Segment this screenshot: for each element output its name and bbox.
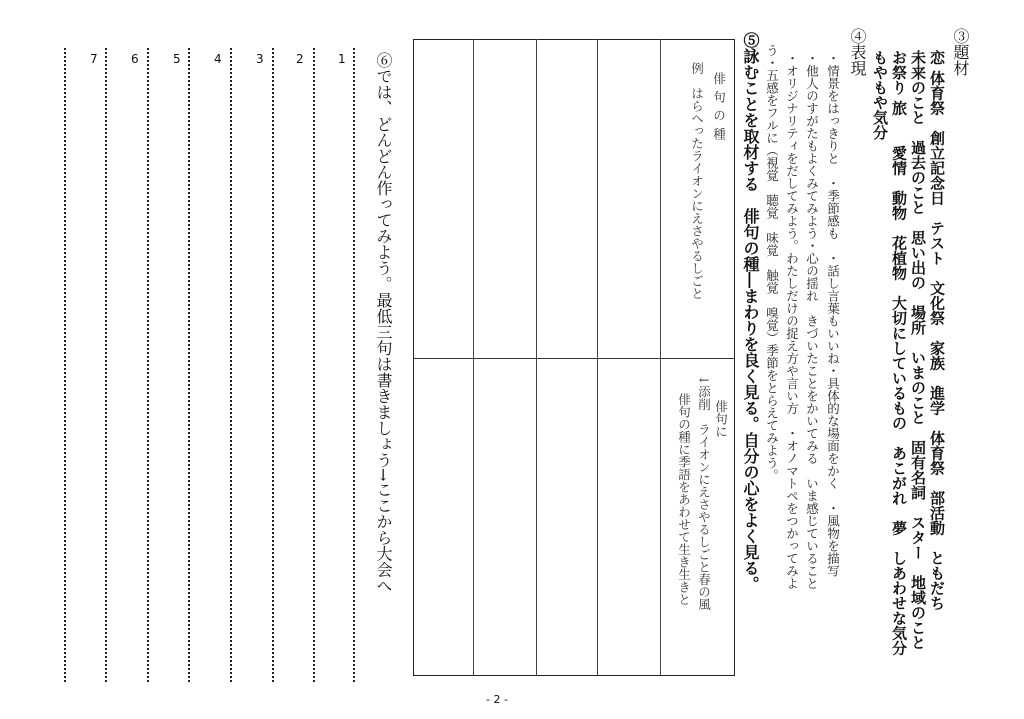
section4-line-3: ・オリジナリティをだしてみよう。わたしだけの捉え方や言い方 ・オノマトペをつかってみよ bbox=[784, 52, 800, 590]
section3-title: ③題材 bbox=[951, 28, 970, 76]
line-number-4: 4 bbox=[214, 52, 222, 66]
writing-line-6 bbox=[147, 48, 149, 682]
section6-instruction: ⑥では、どんどん作ってみよう。最低三句は書きましょう→ここから大会へ bbox=[374, 52, 393, 594]
section4-line-2: ・他人のすがたもよくみてみよう・心の揺れ きづいたことをかいてみる いま感じていること bbox=[804, 52, 820, 590]
section3-line-3: お祭り 旅 愛情 動物 花植物 大切にしているもの あこがれ 夢 しあわせな気分 bbox=[890, 50, 908, 656]
section3-line-1: 恋 体育祭 創立記念日 テスト 文化祭 家族 進学 体育祭 部活動 ともだち bbox=[928, 50, 946, 611]
page-number: - 2 - bbox=[486, 693, 508, 706]
writing-line-8 bbox=[64, 48, 66, 682]
section3-line-4: もやもや気分 bbox=[871, 50, 889, 140]
line-number-1: 1 bbox=[338, 52, 346, 66]
section5-heading: ⑤詠むことを取材する 俳句の種―まわりを良く見る。自分の心をよく見る。 bbox=[741, 32, 760, 592]
line-number-6: 6 bbox=[131, 52, 139, 66]
line-number-3: 3 bbox=[256, 52, 264, 66]
table-rule-2 bbox=[597, 39, 598, 676]
table-example-right-2: 俳句の種に季語をあわせて生き生きと bbox=[676, 393, 692, 606]
writing-line-3 bbox=[272, 48, 274, 682]
table-rule-4 bbox=[473, 39, 474, 676]
table-example-left: 例 はらへったライオンにえさやるしごと bbox=[689, 62, 705, 300]
table-header-right: 俳句に bbox=[713, 400, 729, 438]
section4-title: ④表現 bbox=[848, 28, 867, 76]
table-header-left: 俳句の種 bbox=[711, 72, 727, 146]
section3-line-2: 未来のこと 過去のこと 思い出の 場所 いまのこと 固有名詞 スター 地域のこと bbox=[909, 50, 927, 650]
writing-line-5 bbox=[188, 48, 190, 682]
section4-line-1: ・情景をはっきりと ・季節感も ・話し言葉もいいね・具体的な場面をかく ・風物を描写 bbox=[825, 52, 841, 577]
table-rule-1 bbox=[660, 39, 661, 676]
writing-line-1 bbox=[353, 48, 355, 682]
line-number-7: 7 bbox=[90, 52, 98, 66]
writing-line-7 bbox=[105, 48, 107, 682]
writing-line-4 bbox=[230, 48, 232, 682]
table-rule-3 bbox=[536, 39, 537, 676]
section4-line-4: う・五感をフルに（視覚 聴覚 味覚 触覚 嗅覚）季節をとらえてみよう。 bbox=[764, 44, 780, 482]
table-example-right-1: ↓添削 ライオンにえさやるしごと春の風 bbox=[696, 375, 712, 611]
line-number-2: 2 bbox=[296, 52, 304, 66]
writing-line-2 bbox=[313, 48, 315, 682]
line-number-5: 5 bbox=[173, 52, 181, 66]
table-divider-horizontal bbox=[413, 358, 735, 359]
